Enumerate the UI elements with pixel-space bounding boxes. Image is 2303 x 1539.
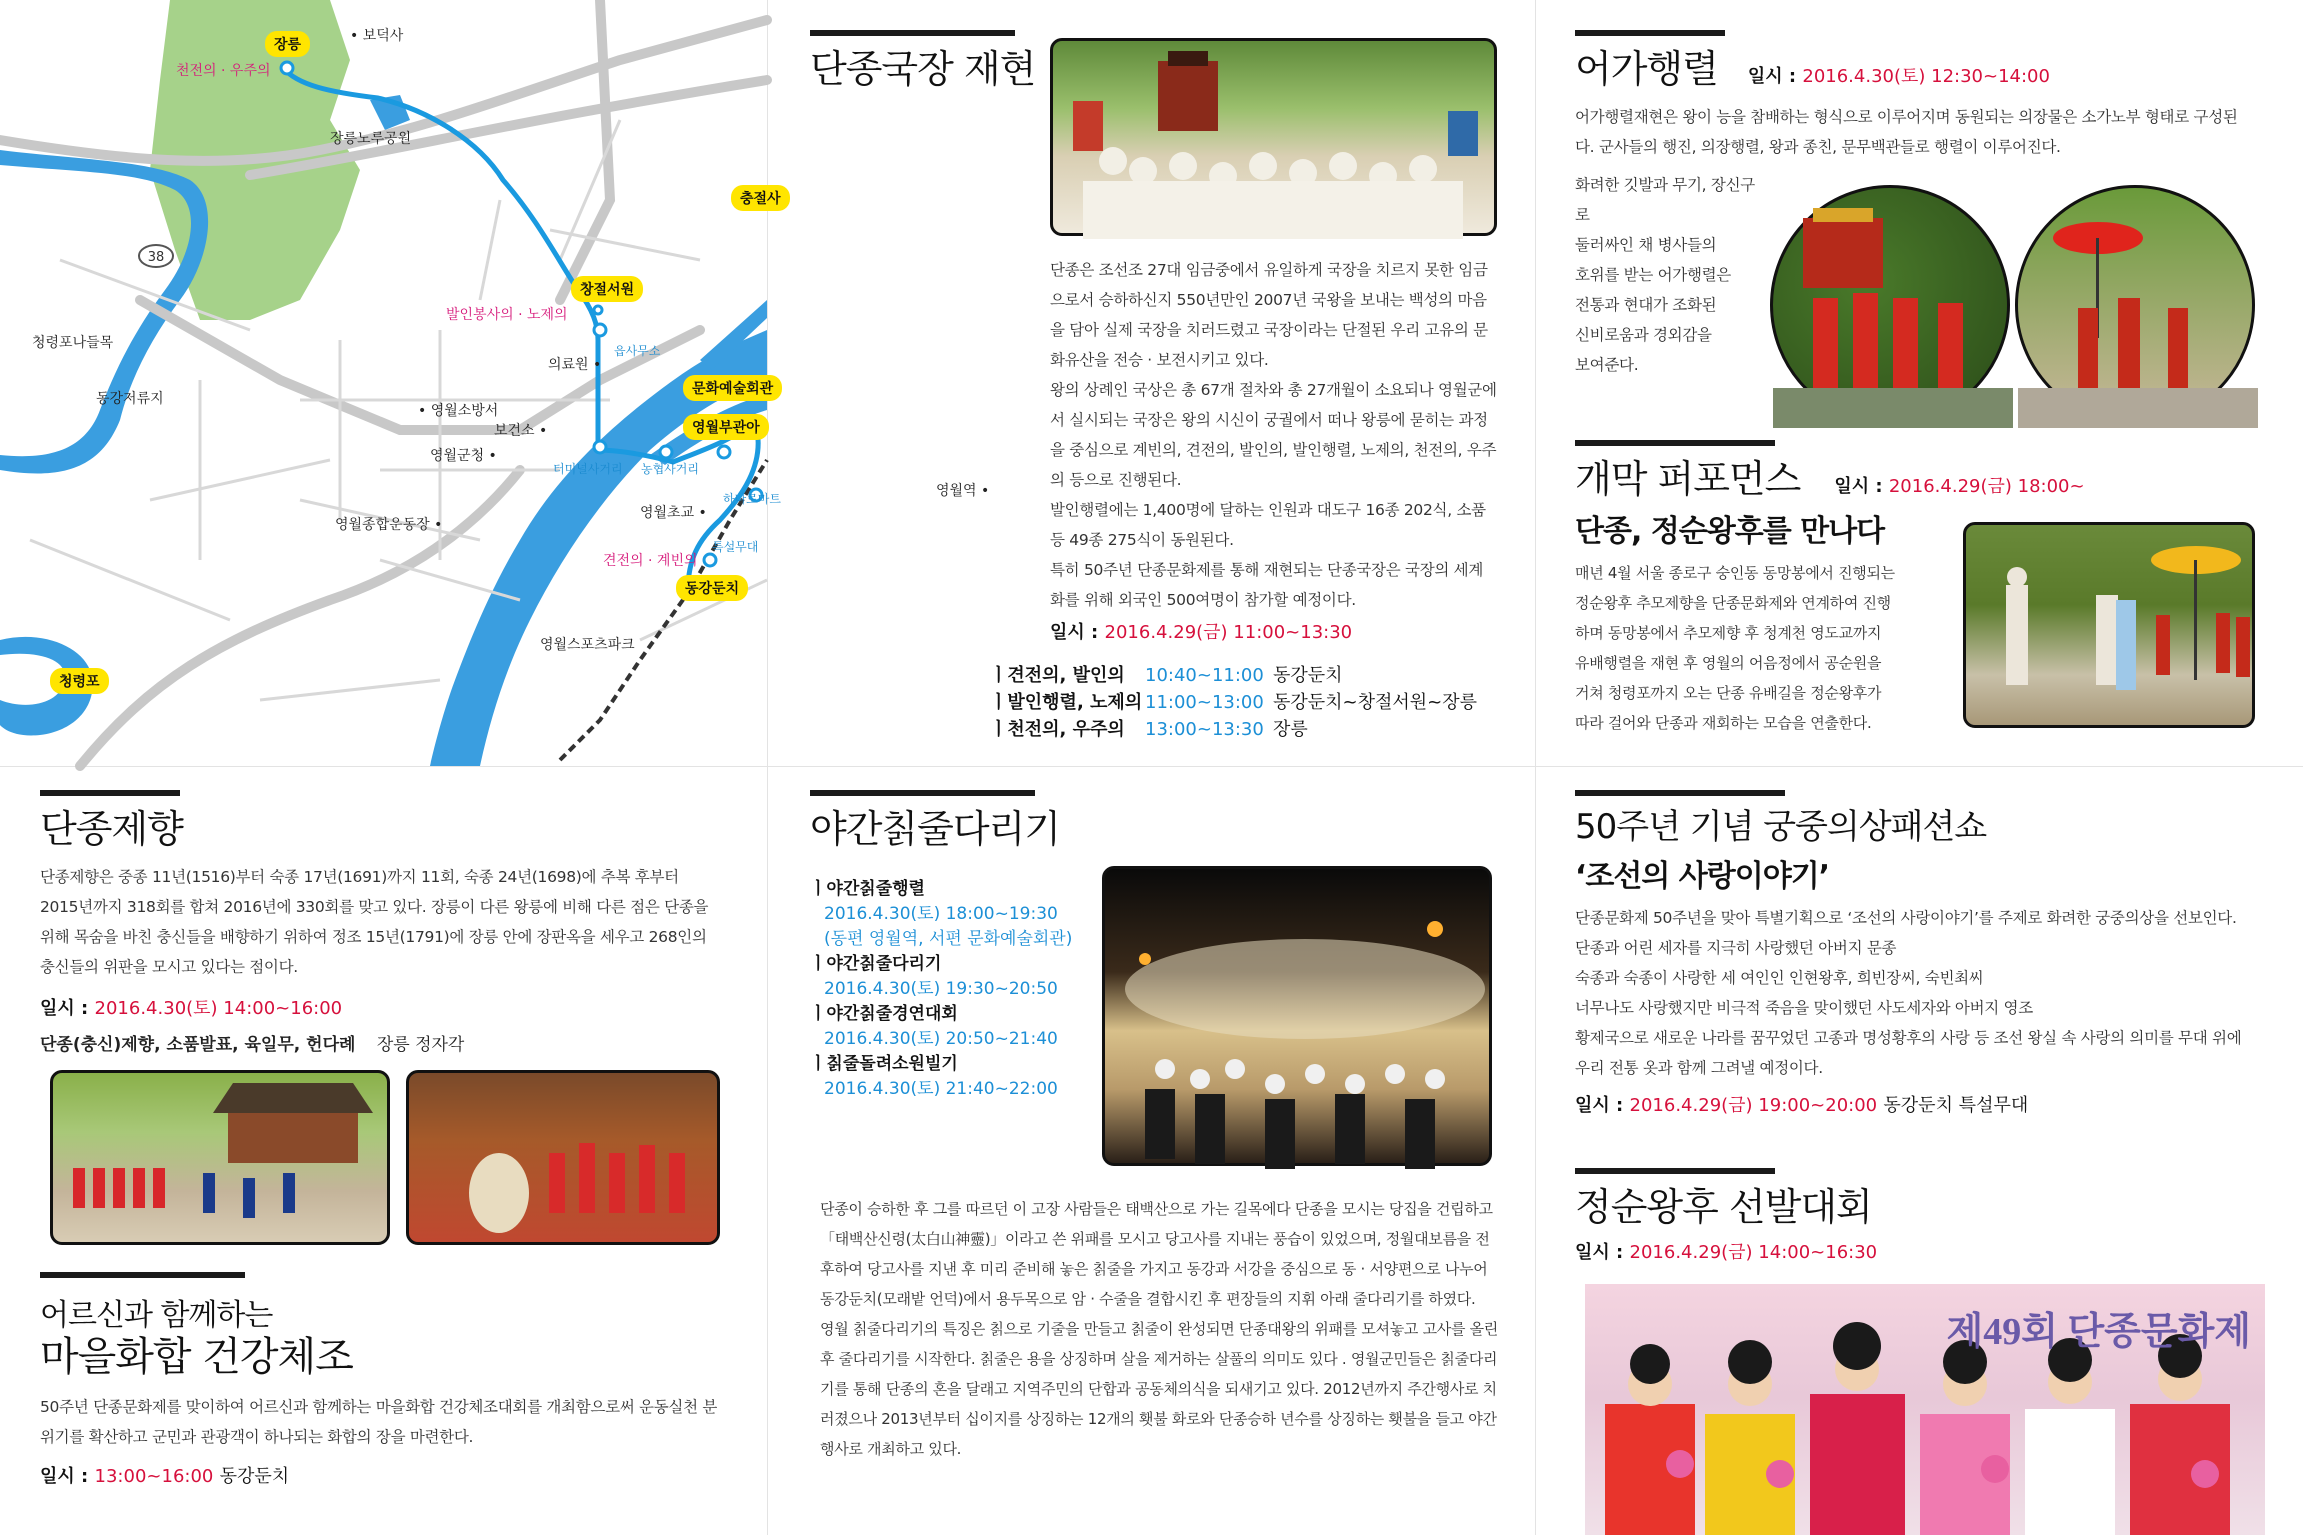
paragraph: 왕의 상례인 국상은 총 67개 절차와 총 27개월이 소요되나 영월군에서 실시되는 국장은 왕의 시신이 궁궐에서 떠나 왕릉에 묻히는 과정을 중심으로 계빈의, 견전의, 발인의, 발인행렬, 노제의, 천전의, 우주의 등으로 진행된다.	[1050, 381, 1497, 489]
rite-photo-art	[409, 1073, 723, 1248]
date-label: 일시 :	[40, 1466, 89, 1487]
section-rule	[1575, 1168, 1775, 1174]
map-tag-arts-center: 문화예술회관	[683, 375, 782, 401]
map-tag-jangneung: 장릉	[265, 31, 310, 57]
program-text: 단종(충신)제향, 소품발표, 육일무, 헌다례	[40, 1034, 356, 1055]
funeral-photo-art	[1053, 41, 1500, 239]
section-rule	[1575, 440, 1775, 446]
paragraph: 단종이 승하한 후 그를 따르던 이 고장 사람들은 태백산으로 가는 길목에다 단종을 모시는 당집을 건립하고 「태백산신령(太白山神靈)」이라고 쓴 위패를 모시고 당고사를 지내는 풍습이 있었으며, 정월대보름을 전후하여 당고사를 지낸 후 미리 준비해 놓은 칡줄을 가지고 동강과 서강을 중심으로 동 · 서양편으로 나누어 동강둔치(모래밭 언덕)에서 용두목으로 암 · 수줄을 결합시킨 후 편장들의 지휘 아래 줄다리기를 하였다.	[820, 1200, 1493, 1308]
rite-photo-1	[50, 1070, 390, 1245]
text-line: 단종문화제 50주년을 맞아 특별기획으로 ‘조선의 사랑이야기’를 주제로 화려한 궁중의상을 선보인다.	[1575, 909, 2237, 928]
section-rule	[810, 790, 1035, 796]
schedule-name: ㅣ견전의, 발인의	[990, 665, 1125, 686]
text-line: 단종과 어린 세자를 지극히 사랑했던 아버지 문종	[1575, 939, 1897, 958]
exercise-section	[40, 1272, 740, 1517]
pageant-photo	[1585, 1284, 2265, 1535]
opening-body	[1575, 558, 1960, 738]
date-label: 일시 :	[1747, 66, 1797, 87]
rite-photo-art	[53, 1073, 393, 1248]
opening-photo	[1963, 522, 2255, 728]
map-tag-chungjeolsa: 충절사	[731, 185, 790, 211]
date-place: 동강둔치	[219, 1466, 290, 1487]
procession-section	[1575, 30, 2275, 430]
rite-section	[40, 790, 740, 1260]
map-place: • 영월소방서	[418, 403, 499, 419]
tugofwar-body	[820, 1194, 1500, 1464]
section-rule	[40, 790, 180, 796]
opening-header	[1575, 458, 2275, 502]
date-label: 일시 :	[1050, 622, 1099, 643]
text-line: 화려한 깃발과 무기, 장신구로	[1575, 176, 1755, 224]
date-value: 2016.4.29(금) 18:00~	[1888, 476, 2085, 497]
funeral-schedule	[990, 662, 1510, 743]
funeral-section	[810, 30, 1520, 750]
schedule-place: 동강둔치	[1273, 665, 1343, 686]
funeral-date	[1050, 618, 1352, 644]
date-label: 일시 :	[1834, 476, 1883, 497]
exercise-date	[40, 1462, 740, 1488]
map-place: 장릉노루공원	[330, 131, 412, 147]
procession-header	[1575, 48, 2275, 92]
fashion-subtitle: ‘조선의 사랑이야기’	[1575, 859, 1830, 895]
date-value: 2016.4.29(금) 19:00~20:00	[1629, 1095, 1878, 1117]
date-value: 2016.4.30(토) 14:00~16:00	[94, 997, 343, 1019]
text-line: 보여준다.	[1575, 356, 1639, 374]
funeral-photo	[1050, 38, 1497, 236]
funeral-title: 단종국장 재현	[810, 47, 1036, 91]
text-line: 황제국으로 새로운 나라를 꿈꾸었던 고종과 명성황후의 사랑 등 조선 왕실 속 사랑의 의미를 무대 위에 우리 전통 옷과 함께 그려낼 예정이다.	[1575, 1029, 2242, 1078]
funeral-body	[1050, 255, 1497, 615]
map-label-gyeonjeon: 견전의 · 계빈의	[603, 553, 698, 569]
tugofwar-photo	[1102, 866, 1492, 1166]
procession-date	[1748, 62, 2050, 88]
schedule-row	[990, 689, 1510, 716]
opening-photo-art	[1966, 525, 2258, 731]
map-place: 영월초교 •	[640, 505, 707, 521]
map-label-balin: 발인봉사의 · 노제의	[446, 307, 568, 323]
date-value: 13:00~16:00	[94, 1466, 214, 1487]
fashion-title: 50주년 기념 궁중의상패션쇼	[1575, 807, 1987, 847]
date-label: 일시 :	[1575, 1241, 1624, 1263]
row-divider	[0, 766, 2303, 767]
text-line: 거쳐 청령포까지 오는 단종 유배길을 정순왕후가	[1575, 684, 1882, 702]
map-place: 동강저류지	[96, 391, 164, 407]
opening-section	[1575, 440, 2275, 760]
rite-photo-2	[406, 1070, 720, 1245]
pageant-banner-text: 제49회 단종문화제	[1946, 1311, 2251, 1353]
schedule-name: ㅣ야간칡줄경연대회	[810, 1004, 958, 1024]
map-blue-nonghyup: 농협사거리	[641, 462, 699, 476]
paragraph: 영월 칡줄다리기의 특징은 칡으로 기줄을 만들고 칡줄이 완성되면 단종대왕의 위패를 모셔놓고 고사를 올린 후 줄다리기를 시작한다. 칡줄은 용을 상징하며 살을 제거하는 살풀의 의미도 있다 . 영월군민들은 칡줄다리기를 통해 단종의 혼을 달래고 지역주민의 단합과 공동체의식을 되새기고 있다. 2012년까지 주간행사로 치러졌으나 2013년부터 십이지를 상징하는 12개의 횃불 화로와 단종승하 년수를 상징하는 횃불을 들고 야간행사로 개최하고 있다.	[820, 1320, 1498, 1458]
schedule-time: 13:00~13:30	[1145, 719, 1264, 740]
text-line: 따라 걸어와 단종과 재회하는 모습을 연출한다.	[1575, 714, 1872, 732]
paragraph: 발인행렬에는 1,400명에 달하는 인원과 대도구 16종 202식, 소품 등 49종 275식이 동원된다.	[1050, 501, 1486, 549]
rite-program	[40, 1030, 740, 1055]
map-blue-hanaro: 하나로마트	[723, 492, 781, 506]
pageant-section	[1575, 1168, 2275, 1535]
road-number: 38	[147, 250, 165, 265]
schedule-place: 장릉	[1273, 719, 1308, 740]
procession-photo-1	[1770, 185, 2010, 425]
text-line: 숙종과 숙종이 사랑한 세 여인인 인현왕후, 희빈장씨, 숙빈최씨	[1575, 969, 1984, 988]
schedule-time: 11:00~13:00	[1145, 692, 1264, 713]
program-place: 장릉 정자각	[376, 1034, 465, 1055]
section-rule	[1575, 30, 1725, 36]
map-blue-terminal: 터미널사거리	[553, 462, 623, 476]
section-rule	[810, 30, 1015, 36]
date-value: 2016.4.30(토) 12:30~14:00	[1802, 66, 2050, 87]
procession-photo-2	[2015, 185, 2255, 425]
map-place: 의료원 •	[548, 357, 602, 373]
schedule-name: ㅣ야간칡줄다리기	[810, 954, 942, 974]
tugofwar-section	[810, 790, 1510, 1520]
map-place: • 보덕사	[350, 28, 404, 44]
schedule-time: 2016.4.30(토) 20:50~21:40	[824, 1029, 1058, 1049]
schedule-time: 2016.4.30(토) 19:30~20:50	[824, 979, 1058, 999]
procession-photo-art	[1773, 188, 2013, 428]
procession-photo-art	[2018, 188, 2258, 428]
schedule-name: ㅣ칡줄돌려소원빌기	[810, 1054, 958, 1074]
tugofwar-photo-art	[1105, 869, 1495, 1169]
schedule-time: 2016.4.30(토) 21:40~22:00	[824, 1079, 1058, 1099]
map-tag-cheongnyeongpo: 청령포	[50, 668, 109, 694]
opening-subtitle: 단종, 정순왕후를 만나다	[1575, 513, 1885, 549]
paragraph: 단종은 조선조 27대 임금중에서 유일하게 국장을 치르지 못한 임금으로서 승하하신지 550년만인 2007년 국왕을 보내는 백성의 마음을 담아 실제 국장을 치러드렸고 국장이라는 단절된 우리 고유의 문화유산을 전승 · 보전시키고 있다.	[1050, 261, 1488, 369]
fashion-body	[1575, 903, 2255, 1083]
date-label: 일시 :	[40, 997, 89, 1019]
date-value: 2016.4.29(금) 11:00~13:30	[1104, 622, 1353, 643]
procession-body-short	[1575, 170, 1765, 380]
text-line: 전통과 현대가 조화된	[1575, 296, 1717, 314]
rite-body: 단종제향은 중종 11년(1516)부터 숙종 17년(1691)까지 11회, 숙종 24년(1698)에 추복 후부터 2015년까지 318회를 합쳐 2016년에 330회를 맞고 있다. 장릉이 다른 왕릉에 비해 다른 점은 단종을 위해 목숨을 바친 충신들을 배향하기 위하여 정조 15년(1791)에 장릉 안에 장판옥을 세우고 268인의 충신들의 위판을 모시고 있다는 점이다.	[40, 867, 709, 976]
date-place: 동강둔치 특설무대	[1883, 1095, 2029, 1117]
map-place: 영월역 •	[936, 483, 990, 499]
schedule-place: 동강둔치~창절서원~장릉	[1273, 692, 1478, 713]
map-graphic	[0, 0, 767, 766]
map-tag-changjeol: 창절서원	[571, 276, 643, 302]
text-line: 너무나도 사랑했지만 비극적 죽음을 맞이했던 사도세자와 아버지 영조	[1575, 999, 2033, 1018]
tugofwar-title: 야간칡줄다리기	[810, 807, 1060, 851]
text-line: 신비로움과 경외감을	[1575, 326, 1712, 344]
map-blue-office: 읍사무소	[614, 344, 661, 358]
map-place: 영월종합운동장 •	[335, 517, 443, 533]
map-place: 보건소 •	[494, 423, 548, 439]
text-line: 호위를 받는 어가행렬은	[1575, 266, 1731, 284]
procession-body: 어가행렬재현은 왕이 능을 참배하는 형식으로 이루어지며 동원되는 의장물은 소가노부 형태로 구성된다. 군사들의 행진, 의장행렬, 왕과 종친, 문무백관들로 행렬이 이루어진다.	[1575, 107, 2238, 156]
procession-title: 어가행렬	[1575, 47, 1718, 91]
opening-title: 개막 퍼포먼스	[1575, 457, 1801, 501]
exercise-subtitle: 어르신과 함께하는	[40, 1298, 273, 1333]
pageant-title: 정순왕후 선발대회	[1575, 1185, 1872, 1229]
date-value: 2016.4.29(금) 14:00~16:30	[1629, 1241, 1878, 1263]
map-blue-stage: 특설무대	[712, 540, 759, 554]
section-rule	[1575, 790, 1785, 796]
map-place: 청령포나들목	[32, 335, 114, 351]
map-tag-donggang: 동강둔치	[676, 575, 748, 601]
section-rule	[40, 1272, 245, 1278]
exercise-body: 50주년 단종문화제를 맞이하여 어르신과 함께하는 마을화합 건강체조대회를 개최함으로써 운동실천 분위기를 확산하고 군민과 관광객이 하나되는 화합의 장을 마련한다.	[40, 1398, 718, 1446]
schedule-name: ㅣ발인행렬, 노제의	[990, 692, 1143, 713]
schedule-time: 2016.4.30(토) 18:00~19:30	[824, 904, 1058, 924]
map-place: 영월군청 •	[430, 448, 497, 464]
exercise-title: 마을화합 건강체조	[40, 1334, 353, 1380]
date-label: 일시 :	[1575, 1095, 1624, 1117]
rite-title: 단종제향	[40, 807, 183, 851]
schedule-name: ㅣ야간칡줄행렬	[810, 879, 925, 899]
text-line: 하며 동망봉에서 추모제향 후 청계천 영도교까지	[1575, 624, 1882, 642]
fashion-date	[1575, 1091, 2275, 1117]
text-line: 둘러싸인 채 병사들의	[1575, 236, 1717, 254]
schedule-note: (동편 영월역, 서편 문화예술회관)	[824, 929, 1073, 949]
rite-date	[40, 994, 740, 1020]
fashion-section	[1575, 790, 2275, 1150]
schedule-row	[990, 662, 1510, 689]
schedule-name: ㅣ천전의, 우주의	[990, 719, 1125, 740]
tugofwar-schedule	[810, 877, 1110, 1102]
map-tag-gwana: 영월부관아	[683, 414, 769, 440]
schedule-time: 10:40~11:00	[1145, 665, 1264, 686]
column-divider	[1535, 0, 1536, 1535]
map-place: 영월스포츠파크	[540, 637, 635, 653]
map-label-cheonjeon: 천전의 · 우주의	[176, 63, 271, 79]
schedule-row	[990, 716, 1510, 743]
column-divider	[767, 0, 768, 1535]
text-line: 정순왕후 추모제향을 단종문화제와 연계하여 진행	[1575, 594, 1891, 612]
text-line: 매년 4월 서울 종로구 숭인동 동망봉에서 진행되는	[1575, 564, 1895, 582]
paragraph: 특히 50주년 단종문화제를 통해 재현되는 단종국장은 국장의 세계화를 위해 외국인 500여명이 참가할 예정이다.	[1050, 561, 1484, 609]
text-line: 유배행렬을 재현 후 영월의 어음정에서 공순원을	[1575, 654, 1882, 672]
opening-date	[1834, 472, 2084, 498]
pageant-date	[1575, 1238, 2275, 1264]
